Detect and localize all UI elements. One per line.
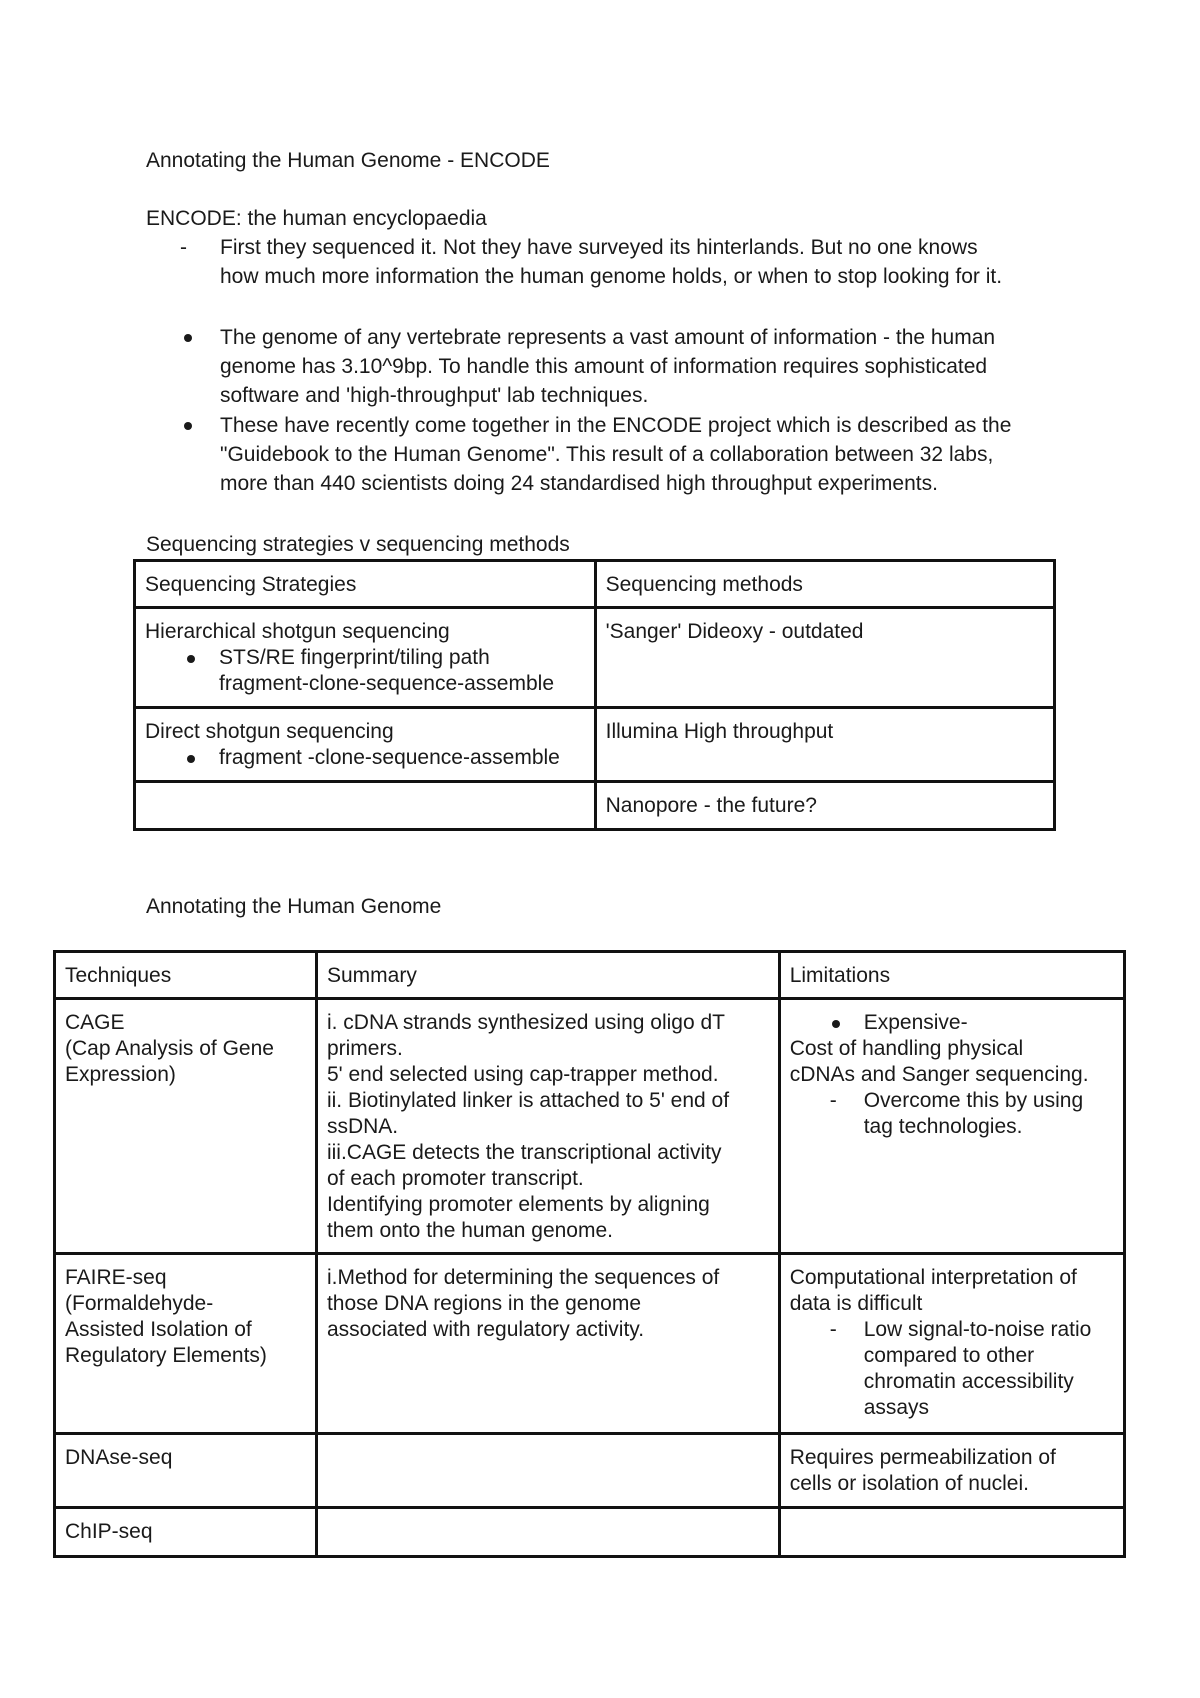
cell-line: Identifying promoter elements by aligning [326, 1193, 710, 1216]
cell-line: Cost of handling physical [789, 1037, 1024, 1060]
cell-line: CAGE [65, 1011, 125, 1034]
list-item-line: more than 440 scientists doing 24 standardised high throughput experiments. [220, 472, 938, 495]
table-row [55, 1434, 1125, 1508]
dash-marker: - [829, 1089, 837, 1112]
table-cell [135, 782, 596, 830]
table-row [135, 708, 1055, 782]
table-cell [135, 608, 596, 708]
cell-line: Expression) [65, 1063, 176, 1086]
list-item-line: "Guidebook to the Human Genome". This result of a collaboration between 32 labs, [220, 443, 994, 466]
cell-line: iii.CAGE detects the transcriptional activity [326, 1141, 722, 1164]
bullet-icon [832, 1020, 840, 1028]
list-item-line: The genome of any vertebrate represents a vast amount of information - the human [220, 326, 996, 349]
bullet-line: fragment-clone-sequence-assemble [219, 672, 555, 695]
technique-cell: ChIP-seq [55, 1508, 317, 1557]
dash-line: compared to other [863, 1344, 1035, 1367]
bullet-icon [184, 422, 192, 430]
dash-line: tag technologies. [863, 1115, 1023, 1138]
table-row [135, 782, 1055, 830]
limitation-dash-item [790, 1088, 1115, 1140]
table-row [55, 999, 1125, 1254]
limitations-cell [779, 999, 1124, 1254]
list-item-line: These have recently come together in the ENCODE project which is described as the [220, 414, 1012, 437]
technique-cell [55, 999, 317, 1254]
dash-line: assays [863, 1396, 930, 1419]
cell-line: i. cDNA strands synthesized using oligo dT [326, 1011, 725, 1034]
table-row [55, 1508, 1125, 1557]
cell-line: Regulatory Elements) [65, 1344, 267, 1367]
bullet-icon [187, 755, 195, 763]
dash-line: Low signal-to-noise ratio [863, 1318, 1092, 1341]
cell-line: Assisted Isolation of [65, 1318, 252, 1341]
table-header-row [135, 561, 1055, 608]
limitation-bullet [790, 1010, 1115, 1036]
encode-heading: ENCODE: the human encyclopaedia [146, 207, 487, 230]
table-header-cell: Summary [316, 952, 779, 999]
cell-line: (Formaldehyde- [65, 1292, 214, 1315]
table-cell: 'Sanger' Dideoxy - outdated [595, 608, 1054, 708]
table-cell [135, 708, 596, 782]
summary-cell [316, 1254, 779, 1434]
limitations-cell [779, 1254, 1124, 1434]
list-item-line: First they sequenced it. Not they have surveyed its hinterlands. But no one knows [220, 236, 978, 259]
dash-marker: - [829, 1318, 837, 1341]
strategy-name: Hierarchical shotgun sequencing [145, 620, 450, 643]
list-item-line: how much more information the human genome holds, or when to stop looking for it. [220, 265, 1003, 288]
cell-line: Requires permeabilization of [789, 1446, 1056, 1469]
summary-cell [316, 1434, 779, 1508]
cell-line: those DNA regions in the genome [326, 1292, 641, 1315]
cell-line: (Cap Analysis of Gene [65, 1037, 274, 1060]
cell-line: cDNAs and Sanger sequencing. [789, 1063, 1089, 1086]
bullet-line: Expensive- [863, 1011, 968, 1034]
limitations-cell [779, 1434, 1124, 1508]
cell-line: ii. Biotinylated linker is attached to 5' end of [326, 1089, 730, 1112]
cell-line: 5' end selected using cap-trapper method. [326, 1063, 719, 1086]
summary-cell [316, 999, 779, 1254]
dash-line: chromatin accessibility [863, 1370, 1074, 1393]
limitation-dash-item [790, 1317, 1115, 1421]
list-item-line: software and 'high-throughput' lab techniques. [220, 384, 649, 407]
limitations-cell [779, 1508, 1124, 1557]
strategy-bullet [145, 645, 586, 697]
annotation-table [53, 950, 1126, 1558]
bullet-line: fragment -clone-sequence-assemble [219, 746, 560, 769]
cell-line: data is difficult [789, 1292, 923, 1315]
table-header-cell: Limitations [779, 952, 1124, 999]
cell-line: associated with regulatory activity. [326, 1318, 645, 1341]
cell-line: of each promoter transcript. [326, 1167, 584, 1190]
cell-line: FAIRE-seq [65, 1266, 167, 1289]
list-item-line: genome has 3.10^9bp. To handle this amount of information requires sophisticated [220, 355, 988, 378]
table-cell: Illumina High throughput [595, 708, 1054, 782]
table-row [55, 1254, 1125, 1434]
table-header-row [55, 952, 1125, 999]
cell-line: them onto the human genome. [326, 1219, 613, 1242]
document-title: Annotating the Human Genome - ENCODE [146, 149, 550, 172]
annotating-heading: Annotating the Human Genome [146, 895, 442, 918]
table-cell: Nanopore - the future? [595, 782, 1054, 830]
dash-line: Overcome this by using [863, 1089, 1084, 1112]
cell-line: Computational interpretation of [789, 1266, 1077, 1289]
technique-cell: DNAse-seq [55, 1434, 317, 1508]
bullet-line: STS/RE fingerprint/tiling path [219, 646, 490, 669]
table-header-cell: Sequencing Strategies [135, 561, 596, 608]
strategy-bullet [145, 745, 586, 771]
bullet-icon [184, 334, 192, 342]
table-row [135, 608, 1055, 708]
technique-cell [55, 1254, 317, 1434]
cell-line: cells or isolation of nuclei. [789, 1472, 1029, 1495]
cell-line: ssDNA. [326, 1115, 399, 1138]
cell-line: primers. [326, 1037, 403, 1060]
bullet-icon [187, 655, 195, 663]
table-header-cell: Sequencing methods [595, 561, 1054, 608]
table-header-cell: Techniques [55, 952, 317, 999]
dash-marker: - [180, 236, 187, 259]
sequencing-table [133, 559, 1056, 831]
strategy-name: Direct shotgun sequencing [145, 720, 394, 743]
cell-line: i.Method for determining the sequences of [326, 1266, 720, 1289]
sequencing-heading: Sequencing strategies v sequencing methods [146, 533, 570, 556]
summary-cell [316, 1508, 779, 1557]
